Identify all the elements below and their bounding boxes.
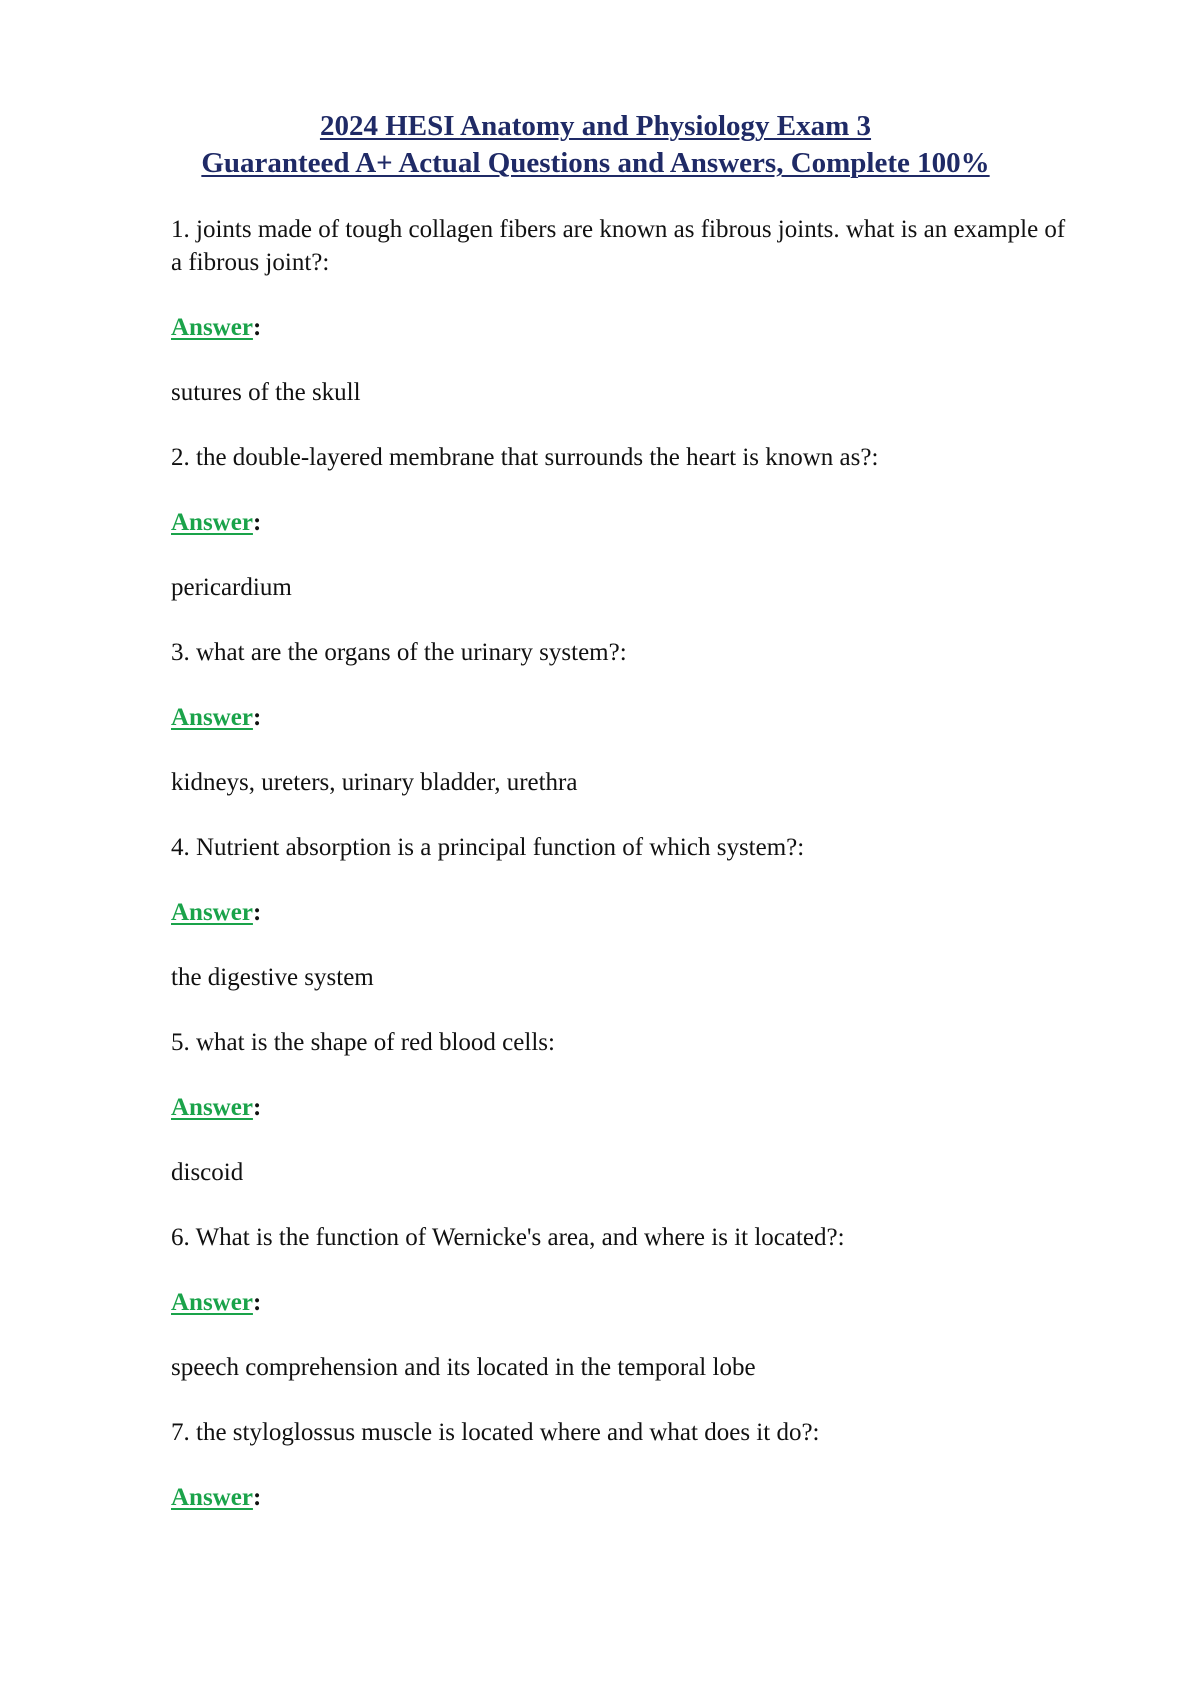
question-text: 2 . the double-layered membrane that surrounds the heart is known as?: xyxy=(171,441,1071,474)
answer-label: Answer: xyxy=(171,1094,262,1121)
answer-text: the digestive system xyxy=(171,964,374,991)
answer-label: Answer: xyxy=(171,1289,262,1316)
question-text: 5 . what is the shape of red blood cells: xyxy=(171,1026,1071,1059)
qa-item-7 xyxy=(171,1416,1071,1514)
qa-item-3 xyxy=(171,636,1071,799)
qa-item-4 xyxy=(171,831,1071,994)
question-text: 6 . What is the function of Wernicke's area, and where is it located?: xyxy=(171,1221,1071,1254)
answer-label: Answer: xyxy=(171,509,262,536)
answer-label: Answer: xyxy=(171,1484,262,1511)
qa-item-5 xyxy=(171,1026,1071,1189)
question-text: 7 . the styloglossus muscle is located where and what does it do?: xyxy=(171,1416,1071,1449)
qa-item-1 xyxy=(171,213,1071,409)
answer-text: sutures of the skull xyxy=(171,379,361,406)
question-text: 3 . what are the organs of the urinary system?: xyxy=(171,636,1071,669)
question-text: 4 . Nutrient absorption is a principal function of which system?: xyxy=(171,831,1071,864)
qa-list xyxy=(171,213,1071,1514)
answer-text: pericardium xyxy=(171,574,292,601)
title-line-1: 2024 HESI Anatomy and Physiology Exam 3 xyxy=(319,110,872,142)
title-line-2: Guaranteed A+ Actual Questions and Answers, Complete 100% xyxy=(201,147,990,179)
answer-label: Answer: xyxy=(171,704,262,731)
qa-item-6 xyxy=(171,1221,1071,1384)
qa-item-2 xyxy=(171,441,1071,604)
answer-label: Answer: xyxy=(171,314,262,341)
answer-label: Answer: xyxy=(171,899,262,926)
answer-text: discoid xyxy=(171,1159,244,1186)
question-text: 1 . joints made of tough collagen fibers are known as fibrous joints. what is an example of a fibrous joint?: xyxy=(171,213,1071,279)
answer-text: speech comprehension and its located in the temporal lobe xyxy=(171,1354,756,1381)
answer-text: kidneys, ureters, urinary bladder, urethra xyxy=(171,769,578,796)
document-title xyxy=(0,108,1191,182)
